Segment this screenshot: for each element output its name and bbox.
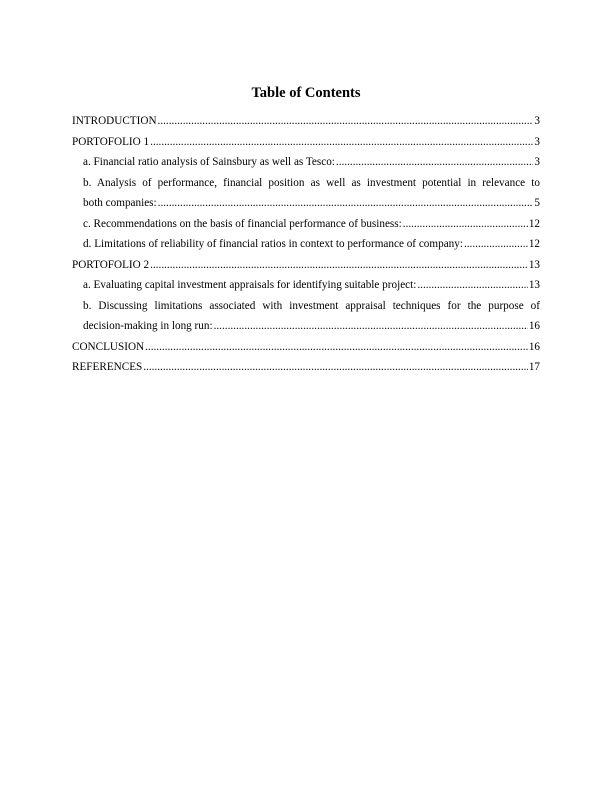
- toc-entry-text: a. Financial ratio analysis of Sainsbury as well as Tesco:: [83, 156, 335, 168]
- toc-page-number: 5: [534, 197, 540, 209]
- toc-entry-financial-ratio-analysis[interactable]: [72, 152, 540, 173]
- toc-page-number: 3: [534, 135, 540, 148]
- toc-title: Table of Contents: [251, 85, 361, 101]
- toc-entry-text: decision-making in long run:: [83, 320, 213, 332]
- dot-leader: [214, 316, 528, 337]
- dot-leader: [150, 132, 533, 153]
- toc-entry-portofolio-2[interactable]: [72, 255, 540, 276]
- toc-entry-text: REFERENCES: [72, 361, 143, 373]
- toc-entry-references[interactable]: [72, 357, 540, 378]
- toc-entry-text: INTRODUCTION: [72, 115, 157, 127]
- toc-entry-text: CONCLUSION: [72, 340, 145, 353]
- toc-entry-text: c. Recommendations on the basis of financial performance of business:: [83, 217, 402, 230]
- toc-entry-text: PORTOFOLIO 2: [72, 258, 150, 271]
- toc-page-number: 3: [534, 115, 540, 127]
- toc-entry-text-line1: b. Analysis of performance, financial position as well as investment potential in relevance to: [83, 176, 540, 189]
- toc-entry-text: d. Limitations of reliability of financial ratios in context to performance of company:: [83, 238, 463, 250]
- toc-entry-text: both companies:: [83, 197, 157, 209]
- toc-entry-conclusion[interactable]: [72, 337, 540, 358]
- toc-page-number: 13: [528, 279, 540, 291]
- toc-page-number: 13: [528, 258, 540, 271]
- toc-entry-limitations-of-ratios[interactable]: [72, 234, 540, 255]
- toc-entry-recommendations[interactable]: [72, 214, 540, 235]
- toc-entry-text-line1: b. Discussing limitations associated with investment appraisal techniques for the purpose of: [83, 299, 540, 312]
- toc-page-number: 16: [528, 340, 540, 353]
- dot-leader: [403, 214, 528, 235]
- dot-leader: [417, 275, 527, 296]
- dot-leader: [145, 337, 528, 358]
- toc-entry-introduction[interactable]: [72, 111, 540, 132]
- toc-page-number: 17: [528, 361, 540, 373]
- toc-entry-text: PORTOFOLIO 1: [72, 135, 150, 148]
- toc-page-number: 12: [528, 238, 540, 250]
- dot-leader: [150, 255, 528, 276]
- toc-entry-analysis-of-performance[interactable]: [72, 173, 540, 214]
- toc-page-number: 16: [528, 320, 540, 332]
- dot-leader: [158, 193, 534, 214]
- dot-leader: [143, 357, 528, 378]
- toc-entry-evaluating-capital-investment[interactable]: [72, 275, 540, 296]
- toc-page-number: 12: [528, 217, 540, 230]
- table-of-contents: [72, 111, 540, 378]
- toc-entry-portofolio-1[interactable]: [72, 132, 540, 153]
- dot-leader: [158, 111, 534, 132]
- toc-page-number: 3: [534, 156, 540, 168]
- dot-leader: [336, 152, 533, 173]
- toc-entry-discussing-limitations[interactable]: [72, 296, 540, 337]
- toc-entry-text: a. Evaluating capital investment appraisals for identifying suitable project:: [83, 279, 417, 291]
- dot-leader: [464, 234, 528, 255]
